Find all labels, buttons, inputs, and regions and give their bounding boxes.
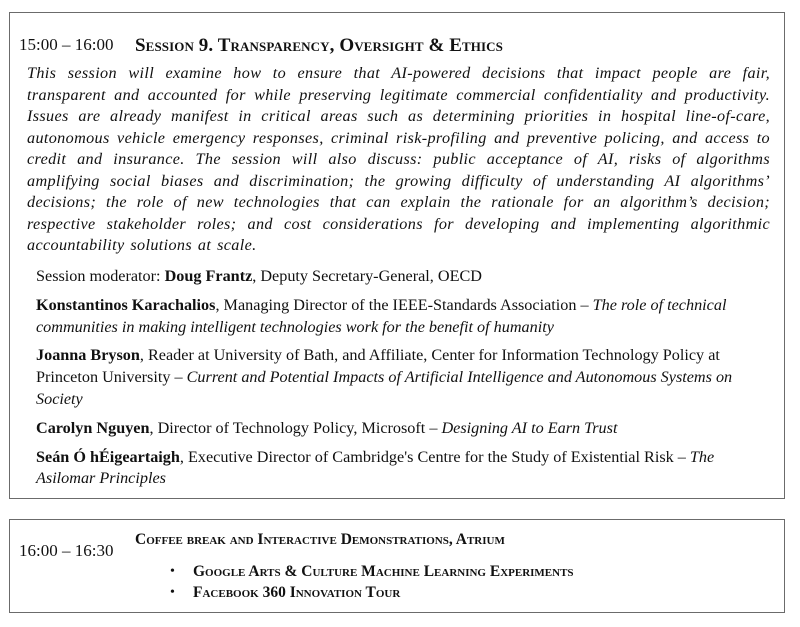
speaker-name: Konstantinos Karachalios bbox=[36, 295, 216, 314]
speaker-name: Seán Ó hÉigeartaigh bbox=[36, 447, 180, 466]
speaker-talk-title: Current and Potential Impacts of Artificial Intelligence and Autonomous Systems on Society bbox=[36, 368, 733, 408]
speaker-role: , Executive Director of Cambridge's Centre for the Study of Existential Risk – bbox=[179, 447, 690, 466]
speaker-role: , Director of Technology Policy, Microsoft – bbox=[149, 418, 442, 437]
session-9-block bbox=[9, 12, 785, 499]
demo-label: Facebook 360 Innovation Tour bbox=[193, 584, 401, 601]
demo-item bbox=[135, 561, 574, 582]
speaker-entry bbox=[36, 295, 776, 339]
speaker-name: Carolyn Nguyen bbox=[36, 418, 150, 437]
session-title: Session 9. Transparency, Oversight & Ethics bbox=[135, 35, 503, 56]
bullet-icon: • bbox=[170, 564, 175, 579]
moderator-label: Session moderator: bbox=[36, 267, 165, 285]
speaker-entry bbox=[36, 447, 776, 491]
speaker-talk-title: The role of technical communities in making intelligent technologies work for the benefit of humanity bbox=[36, 295, 727, 336]
coffee-break-block bbox=[9, 519, 785, 613]
moderator-name: Doug Frantz bbox=[164, 267, 253, 285]
speaker-entry bbox=[36, 345, 776, 410]
speaker-talk-title: Designing AI to Earn Trust bbox=[441, 418, 618, 437]
break-title: Coffee break and Interactive Demonstrations, Atrium bbox=[135, 531, 505, 548]
demo-label: Google Arts & Culture Machine Learning Experiments bbox=[193, 563, 574, 580]
speaker-role: , Managing Director of the IEEE-Standards Association – bbox=[215, 295, 593, 314]
bullet-icon: • bbox=[170, 585, 175, 600]
speaker-talk-title: The Asilomar Principles bbox=[36, 447, 715, 488]
demo-list bbox=[135, 561, 574, 603]
session-time: 15:00 – 16:00 bbox=[19, 35, 114, 54]
speaker-list bbox=[36, 266, 776, 497]
break-time: 16:00 – 16:30 bbox=[19, 541, 114, 560]
session-description: This session will examine how to ensure that AI-powered decisions that impact people are fair, transparent and accounted for while preserving legitimate commercial confidentiality and productivity. Issues are already manifest in critical areas such as determining priorities in hospital line-of-care, autonomous vehicle emergency responses, criminal risk-profiling and preventive policing, and access to credit and insurance. The session will also discuss: public acceptance of AI, risks of algorithms amplifying social biases and discrimination; the growing difficulty of understanding AI algorithms’ decisions; the role of new technologies that can explain the rationale for an algorithm’s decision; respective stakeholder roles; and cost considerations for developing and implementing algorithmic accountability solutions at scale. bbox=[27, 64, 770, 254]
speaker-name: Joanna Bryson bbox=[36, 346, 140, 365]
speaker-role: , Reader at University of Bath, and Affiliate, Center for Information Technology Policy at Princeton University – bbox=[36, 346, 720, 387]
speaker-entry bbox=[36, 418, 776, 440]
moderator-entry bbox=[36, 266, 776, 288]
demo-item bbox=[135, 582, 574, 603]
moderator-role: , Deputy Secretary-General, OECD bbox=[252, 267, 482, 285]
